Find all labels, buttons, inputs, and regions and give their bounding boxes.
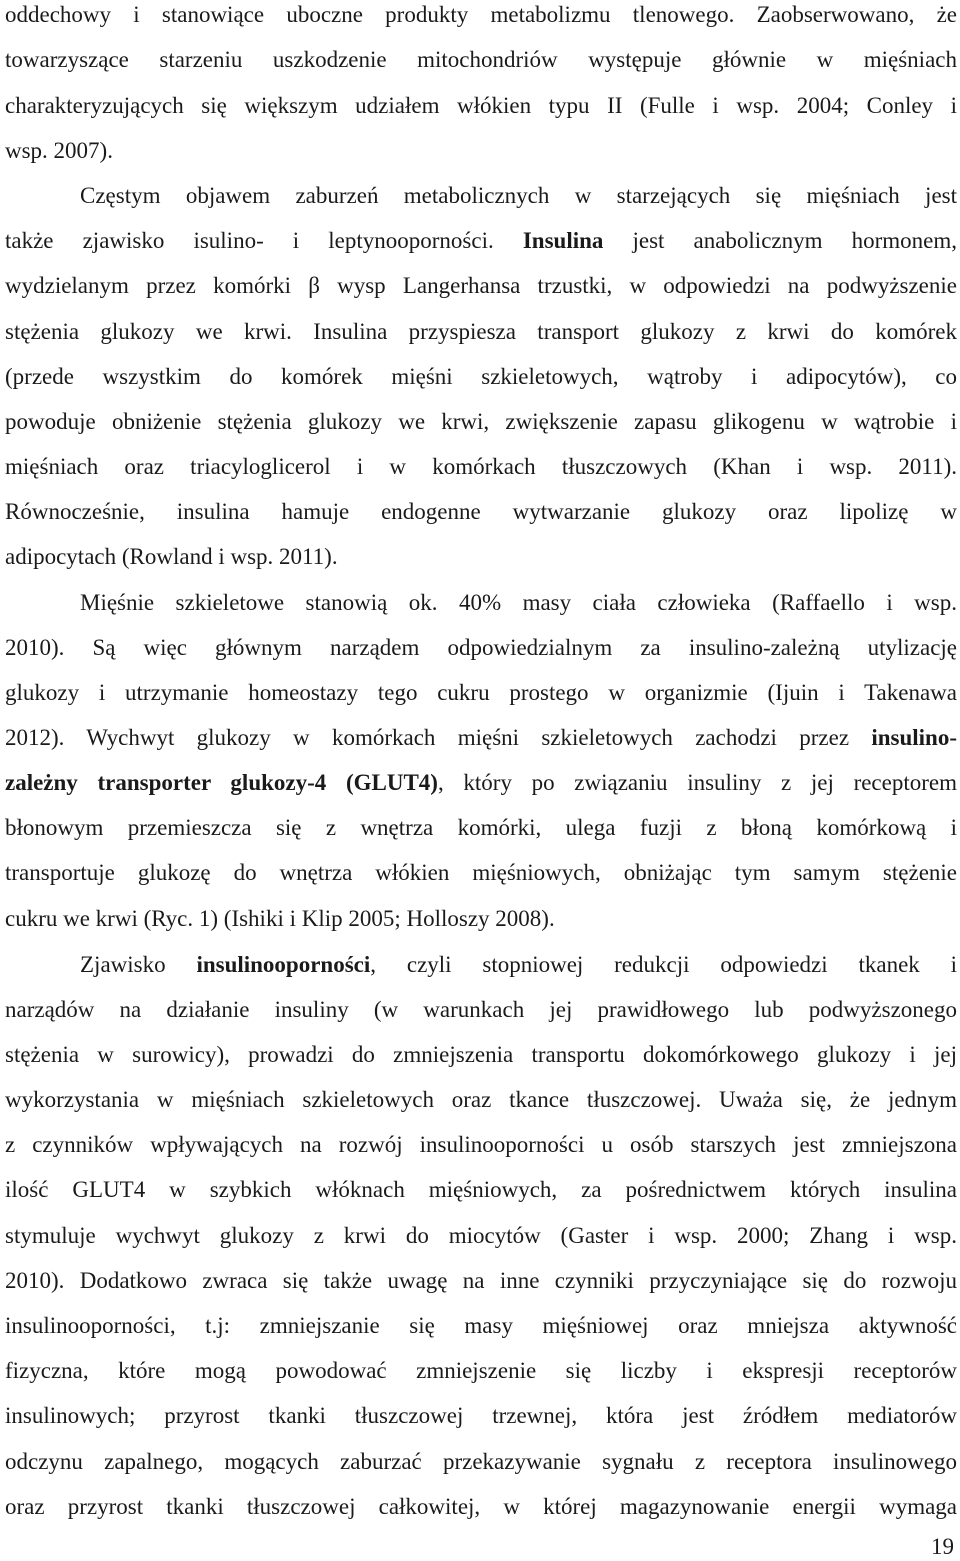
text-segment: Częstym objawem zaburzeń metabolicznych w starzejących się mięśniach jest — [80, 183, 957, 208]
text-line — [5, 271, 957, 301]
text-line — [5, 633, 957, 663]
text-segment: jest anabolicznym hormonem, — [603, 228, 957, 253]
text-line — [5, 995, 957, 1025]
text-line — [5, 723, 957, 753]
text-segment: wykorzystania w mięśniach szkieletowych oraz tkance tłuszczowej. Uważa się, że jednym — [5, 1087, 957, 1112]
text-segment: transportuje glukozę do wnętrza włókien mięśniowych, obniżając tym samym stężenie — [5, 860, 957, 885]
text-segment: z czynników wpływających na rozwój insulinooporności u osób starszych jest zmniejszona — [5, 1132, 957, 1157]
text-segment: odczynu zapalnego, mogących zaburzać przekazywanie sygnału z receptora insulinowego — [5, 1449, 957, 1474]
text-segment: wsp. 2007). — [5, 138, 113, 163]
text-segment: Równocześnie, insulina hamuje endogenne wytwarzanie glukozy oraz lipolizę w — [5, 499, 957, 524]
text-line — [5, 1311, 957, 1341]
text-line — [5, 1085, 957, 1115]
text-segment: stymuluje wychwyt glukozy z krwi do miocytów (Gaster i wsp. 2000; Zhang i wsp. — [5, 1223, 957, 1248]
text-line — [5, 1175, 957, 1205]
text-line — [5, 497, 957, 527]
bold-term: Insulina — [522, 228, 604, 253]
text-line — [5, 0, 957, 30]
text-segment: stężenia w surowicy), prowadzi do zmniejszenia transportu dokomórkowego glukozy i jej — [5, 1042, 957, 1067]
text-segment: narządów na działanie insuliny (w warunkach jej prawidłowego lub podwyższonego — [5, 997, 957, 1022]
text-line — [5, 226, 957, 256]
text-line — [5, 1040, 957, 1070]
text-line — [5, 1401, 957, 1431]
text-segment: insulinowych; przyrost tkanki tłuszczowej trzewnej, która jest źródłem mediatorów — [5, 1403, 957, 1428]
text-line — [5, 136, 957, 166]
text-line — [5, 91, 957, 121]
text-segment: powoduje obniżenie stężenia glukozy we krwi, zwiększenie zapasu glikogenu w wątrobie i — [5, 409, 957, 434]
text-segment: Mięśnie szkieletowe stanowią ok. 40% masy ciała człowieka (Raffaello i wsp. — [80, 590, 957, 615]
text-segment: także zjawisko isulino- i leptynooporności. — [5, 228, 523, 253]
page-number: 19 — [931, 1534, 954, 1559]
text-line — [5, 542, 957, 572]
text-segment: 2010). Dodatkowo zwraca się także uwagę na inne czynniki przyczyniające się do rozwoju — [5, 1268, 957, 1293]
text-segment: adipocytach (Rowland i wsp. 2011). — [5, 544, 338, 569]
text-line — [5, 1447, 957, 1477]
text-line — [5, 768, 957, 798]
text-segment: wydzielanym przez komórki β wysp Langerhansa trzustki, w odpowiedzi na podwyższenie — [5, 273, 957, 298]
text-line — [5, 181, 957, 211]
bold-term: insulino- — [871, 725, 957, 750]
text-line — [5, 362, 957, 392]
text-segment: błonowym przemieszcza się z wnętrza komórki, ulega fuzji z błoną komórkową i — [5, 815, 957, 840]
bold-term: zależny transporter glukozy-4 (GLUT4) — [5, 770, 438, 795]
text-line — [5, 1221, 957, 1251]
text-line — [5, 407, 957, 437]
text-segment: (przede wszystkim do komórek mięśni szkieletowych, wątroby i adipocytów), co — [5, 364, 957, 389]
text-segment: ilość GLUT4 w szybkich włóknach mięśniowych, za pośrednictwem których insulina — [5, 1177, 957, 1202]
text-segment: towarzyszące starzeniu uszkodzenie mitochondriów występuje głównie w mięśniach — [5, 47, 957, 72]
text-line — [5, 317, 957, 347]
text-line — [5, 904, 957, 934]
text-line — [5, 588, 957, 618]
text-line — [5, 1492, 957, 1522]
text-line — [5, 1266, 957, 1296]
text-line — [5, 678, 957, 708]
text-segment: 2010). Są więc głównym narządem odpowiedzialnym za insulino-zależną utylizację — [5, 635, 957, 660]
text-segment: mięśniach oraz triacyloglicerol i w komórkach tłuszczowych (Khan i wsp. 2011). — [5, 454, 957, 479]
text-line — [5, 858, 957, 888]
text-line — [5, 1130, 957, 1160]
text-line — [5, 1356, 957, 1386]
text-segment: 2012). Wychwyt glukozy w komórkach mięśni szkieletowych zachodzi przez — [5, 725, 872, 750]
text-segment: cukru we krwi (Ryc. 1) (Ishiki i Klip 2005; Holloszy 2008). — [5, 906, 555, 931]
text-segment: , czyli stopniowej redukcji odpowiedzi tkanek i — [370, 952, 957, 977]
text-segment: oddechowy i stanowiące uboczne produkty metabolizmu tlenowego. Zaobserwowano, że — [5, 2, 957, 27]
text-segment: Zjawisko — [80, 952, 197, 977]
text-line — [5, 813, 957, 843]
bold-term: insulinooporności — [196, 952, 371, 977]
text-segment: stężenia glukozy we krwi. Insulina przyspiesza transport glukozy z krwi do komórek — [5, 319, 957, 344]
text-line — [5, 950, 957, 980]
text-line — [5, 45, 957, 75]
text-segment: charakteryzujących się większym udziałem włókien typu II (Fulle i wsp. 2004; Conley i — [5, 93, 957, 118]
text-segment: , który po związaniu insuliny z jej receptorem — [437, 770, 958, 795]
text-segment: oraz przyrost tkanki tłuszczowej całkowitej, w której magazynowanie energii wymaga — [5, 1494, 957, 1519]
text-segment: glukozy i utrzymanie homeostazy tego cukru prostego w organizmie (Ijuin i Takenawa — [5, 680, 957, 705]
text-segment: fizyczna, które mogą powodować zmniejszenie się liczby i ekspresji receptorów — [5, 1358, 957, 1383]
text-line — [5, 452, 957, 482]
text-segment: insulinooporności, t.j: zmniejszanie się masy mięśniowej oraz mniejsza aktywność — [5, 1313, 957, 1338]
